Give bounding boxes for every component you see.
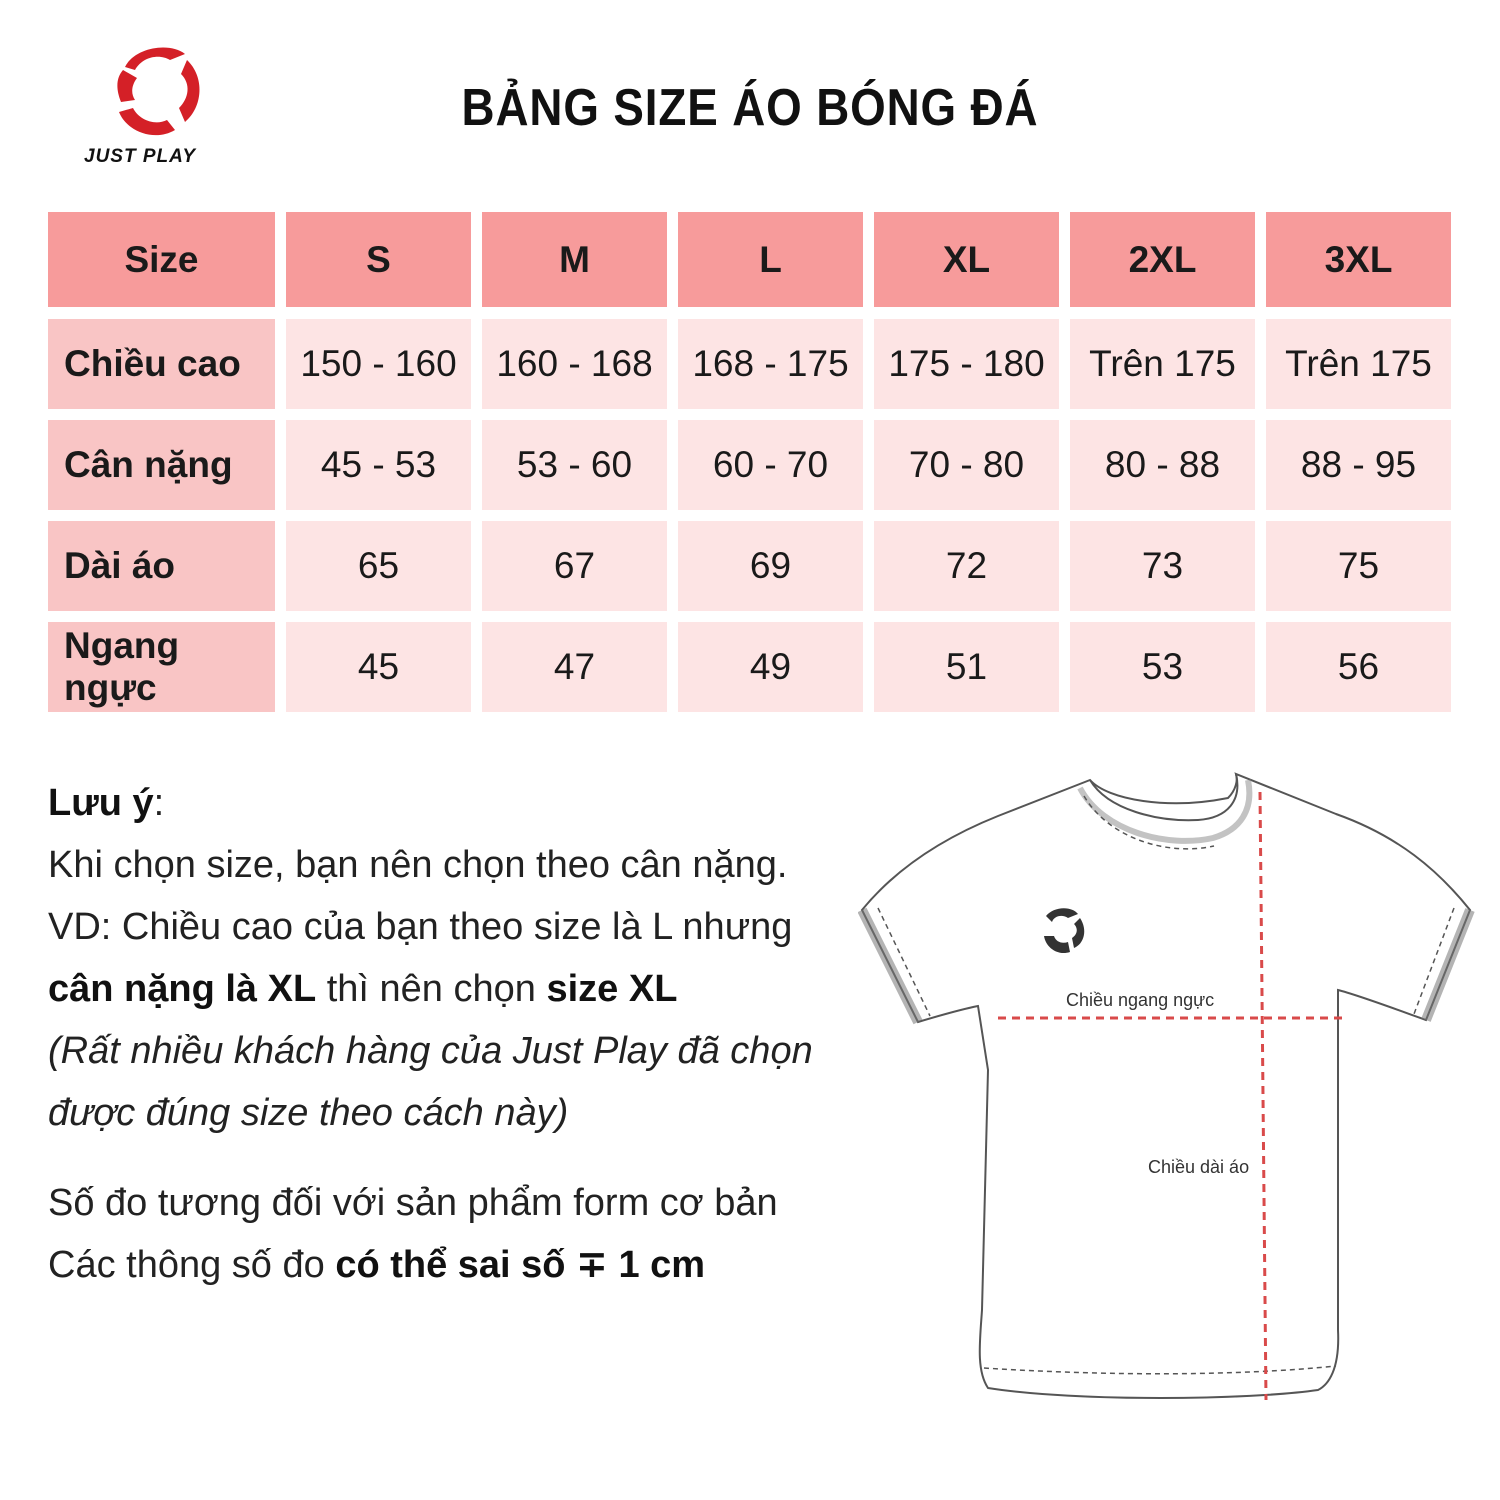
table-cell: 88 - 95 — [1266, 420, 1451, 510]
shirt-diagram — [858, 770, 1478, 1420]
table-cell: 69 — [678, 521, 863, 611]
notes-text: thì nên chọn — [316, 968, 547, 1010]
notes-heading-line — [48, 772, 868, 834]
notes-line: Số đo tương đối với sản phẩm form cơ bản — [48, 1182, 778, 1224]
header-cell: 2XL — [1070, 212, 1255, 307]
notes-section — [48, 772, 868, 1296]
table-cell: 175 - 180 — [874, 319, 1059, 409]
table-cell: 80 - 88 — [1070, 420, 1255, 510]
size-table-header-row — [48, 212, 1452, 307]
notes-italic: được đúng size theo cách này) — [48, 1092, 569, 1134]
page-title: BẢNG SIZE ÁO BÓNG ĐÁ — [461, 79, 1039, 137]
notes-line: VD: Chiều cao của bạn theo size là L nhưng — [48, 906, 793, 948]
notes-heading: Lưu ý — [48, 782, 154, 824]
size-table — [48, 212, 1452, 723]
table-cell: 49 — [678, 622, 863, 712]
row-label: Cân nặng — [48, 420, 275, 510]
table-cell: 45 — [286, 622, 471, 712]
table-cell: 160 - 168 — [482, 319, 667, 409]
header-cell: XL — [874, 212, 1059, 307]
notes-emphasis: có thể sai số ∓ 1 cm — [335, 1244, 706, 1286]
table-row — [48, 622, 1452, 712]
table-cell: 45 - 53 — [286, 420, 471, 510]
table-cell: 51 — [874, 622, 1059, 712]
table-row — [48, 319, 1452, 409]
table-cell: 73 — [1070, 521, 1255, 611]
header-cell: Size — [48, 212, 275, 307]
table-cell: 56 — [1266, 622, 1451, 712]
table-row — [48, 420, 1452, 510]
shirt-outline-icon — [858, 770, 1478, 1420]
shirt-length-label: Chiều dài áo — [1148, 1157, 1250, 1177]
brand-name: JUST PLAY — [84, 146, 197, 167]
header-cell: L — [678, 212, 863, 307]
notes-line: Khi chọn size, bạn nên chọn theo cân nặng. — [48, 844, 788, 886]
row-label: Dài áo — [48, 521, 275, 611]
notes-heading-colon: : — [153, 782, 165, 824]
table-cell: 65 — [286, 521, 471, 611]
table-cell: 53 - 60 — [482, 420, 667, 510]
notes-italic-line — [48, 1082, 868, 1144]
table-cell: 75 — [1266, 521, 1451, 611]
table-row — [48, 521, 1452, 611]
table-cell: Trên 175 — [1070, 319, 1255, 409]
notes-line — [48, 958, 868, 1020]
table-cell: 150 - 160 — [286, 319, 471, 409]
row-label: Chiều cao — [48, 319, 275, 409]
notes-text: Các thông số đo — [48, 1244, 336, 1286]
table-cell: 47 — [482, 622, 667, 712]
notes-italic-line — [48, 1020, 868, 1082]
table-cell: 53 — [1070, 622, 1255, 712]
table-cell: 67 — [482, 521, 667, 611]
header-cell: M — [482, 212, 667, 307]
table-cell: 168 - 175 — [678, 319, 863, 409]
row-label: Ngang ngực — [48, 622, 275, 712]
header-cell: S — [286, 212, 471, 307]
notes-italic: (Rất nhiều khách hàng của Just Play đã chọn — [48, 1030, 813, 1072]
table-cell: 60 - 70 — [678, 420, 863, 510]
notes-emphasis: size XL — [546, 968, 678, 1010]
table-cell: 70 - 80 — [874, 420, 1059, 510]
notes-line — [48, 1234, 868, 1296]
notes-emphasis: cân nặng là XL — [48, 968, 317, 1010]
chest-width-label: Chiều ngang ngực — [1066, 990, 1215, 1010]
header-cell: 3XL — [1266, 212, 1451, 307]
table-cell: Trên 175 — [1266, 319, 1451, 409]
table-cell: 72 — [874, 521, 1059, 611]
